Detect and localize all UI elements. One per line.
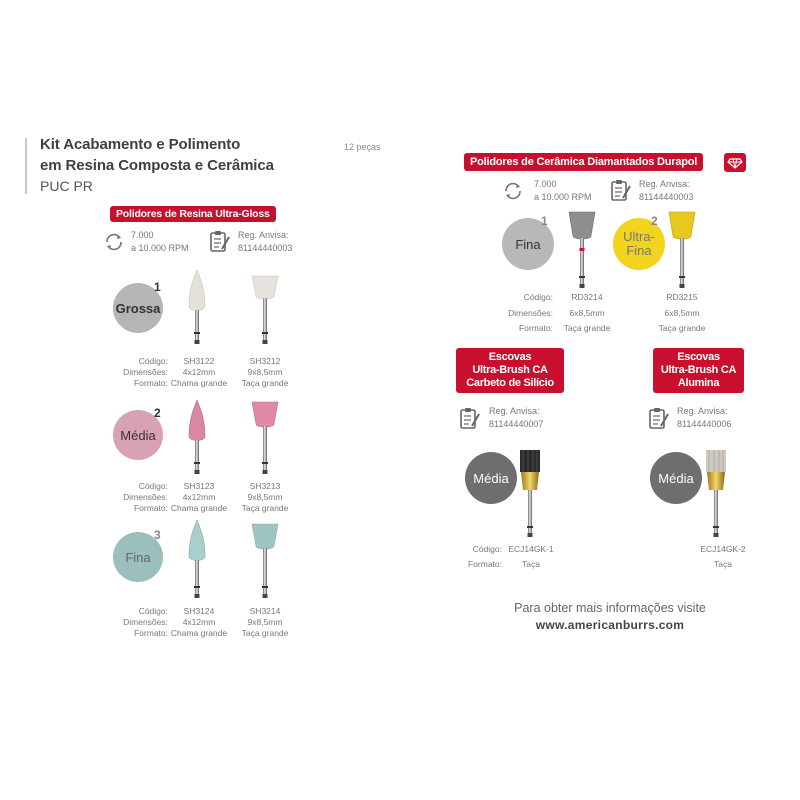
grade-label: Média [473,470,509,486]
grade-label-line1: Ultra- [623,229,655,244]
brush-silicon-carbide [517,448,543,540]
cup-polisher-fina [249,522,281,600]
item-dims: 6x8,5mm [664,308,700,318]
grade-label: Fina [125,549,151,565]
flame-polisher-grossa [184,268,210,346]
code-label: Código: [138,356,168,366]
footer-website-link[interactable]: www.americanburrs.com [535,618,685,632]
dims-label: Dimensões: [123,617,168,627]
item-dims: 6x8,5mm [569,308,605,318]
diamond-icon [724,153,746,172]
anvisa-number: 81144440006 [677,419,732,429]
item-dims: 9x8,5mm [247,367,283,377]
anvisa-label: Reg. Anvisa: [238,230,289,240]
item-dims: 4x12mm [182,367,216,377]
item-code: RD3214 [571,292,603,302]
brush-banner-silicon-carbide [456,348,564,393]
resin-banner: Polidores de Resina Ultra-Gloss [110,206,276,222]
grade-number: 2 [651,214,658,228]
banner-line: Carbeto de Silício [466,377,554,389]
item-format: Taça grande [241,378,289,388]
item-dims: 9x8,5mm [247,617,283,627]
footer-info-text: Para obter mais informações visite [514,601,706,615]
brush-alumina [703,448,729,540]
item-code: RD3215 [666,292,698,302]
item-dims: 4x12mm [182,617,216,627]
cup-polisher-rd3214 [566,210,598,290]
cup-polisher-rd3215 [666,210,698,290]
item-dims: 4x12mm [182,492,216,502]
clipboard-icon [648,406,670,430]
dims-label: Dimensões: [123,367,168,377]
dims-label: Dimensões: [123,492,168,502]
item-code: SH3123 [183,481,215,491]
banner-line: Alumina [677,377,720,389]
format-label: Formato: [467,559,502,569]
grade-label: Média [120,427,156,443]
pieces-count: 12 peças [344,142,381,152]
item-code: ECJ14GK-1 [508,544,554,554]
rpm-text-1: 7.000 [131,230,154,240]
grade-number: 1 [541,214,548,228]
anvisa-number: 81144440007 [489,419,544,429]
page-subtitle: PUC PR [40,178,93,194]
format-label: Formato: [133,628,168,638]
anvisa-number: 81144440003 [238,243,293,253]
code-label: Código: [138,606,168,616]
item-code: SH3214 [249,606,281,616]
clipboard-icon [610,178,632,202]
cup-polisher-media [249,400,281,476]
item-code: SH3213 [249,481,281,491]
item-format: Taça grande [563,323,611,333]
grade-circle-media [650,452,702,504]
banner-line: Ultra-Brush CA [472,364,548,376]
anvisa-label: Reg. Anvisa: [489,406,540,416]
title-divider [25,138,27,194]
item-code: SH3124 [183,606,215,616]
anvisa-label: Reg. Anvisa: [677,406,728,416]
grade-circle-media [465,452,517,504]
rpm-icon [502,180,524,202]
flame-polisher-media [184,398,210,476]
code-label: Código: [472,544,502,554]
ceramic-banner: Polidores de Cerâmica Diamantados Durapol [464,153,703,171]
page-title-line1: Kit Acabamento e Polimento [40,136,241,153]
item-format: Chama grande [170,378,228,388]
cup-polisher-grossa [249,274,281,346]
grade-number: 2 [154,406,161,420]
grade-number: 1 [154,280,161,294]
item-dims: 9x8,5mm [247,492,283,502]
format-label: Formato: [518,323,553,333]
format-label: Formato: [133,503,168,513]
code-label: Código: [138,481,168,491]
grade-number: 3 [154,528,161,542]
banner-line: Ultra-Brush CA [660,364,737,376]
item-code: SH3212 [249,356,281,366]
rpm-text-2: a 10.000 RPM [131,243,189,253]
anvisa-label: Reg. Anvisa: [639,179,690,189]
rpm-text-1: 7.000 [534,179,557,189]
item-format: Taça [714,559,732,569]
page-title-line2: em Resina Composta e Cerâmica [40,157,274,174]
grade-label-line2: Fina [626,243,652,258]
item-format: Chama grande [170,503,228,513]
brush-banner-alumina [653,348,744,393]
code-label: Código: [523,292,553,302]
grade-label: Fina [515,236,541,252]
banner-line: Escovas [677,351,720,363]
item-format: Taça grande [241,503,289,513]
item-format: Taça grande [241,628,289,638]
anvisa-number: 81144440003 [639,192,694,202]
item-code: SH3122 [183,356,215,366]
item-code: ECJ14GK-2 [700,544,746,554]
grade-label: Média [658,470,694,486]
clipboard-icon [209,229,231,253]
item-format: Chama grande [170,628,228,638]
banner-line: Escovas [488,351,532,363]
item-format: Taça [522,559,540,569]
clipboard-icon [459,406,481,430]
rpm-text-2: a 10.000 RPM [534,192,592,202]
item-format: Taça grande [658,323,706,333]
flame-polisher-fina [184,518,210,600]
grade-label: Grossa [115,300,161,316]
format-label: Formato: [133,378,168,388]
dims-label: Dimensões: [508,308,553,318]
rpm-icon [103,231,125,253]
